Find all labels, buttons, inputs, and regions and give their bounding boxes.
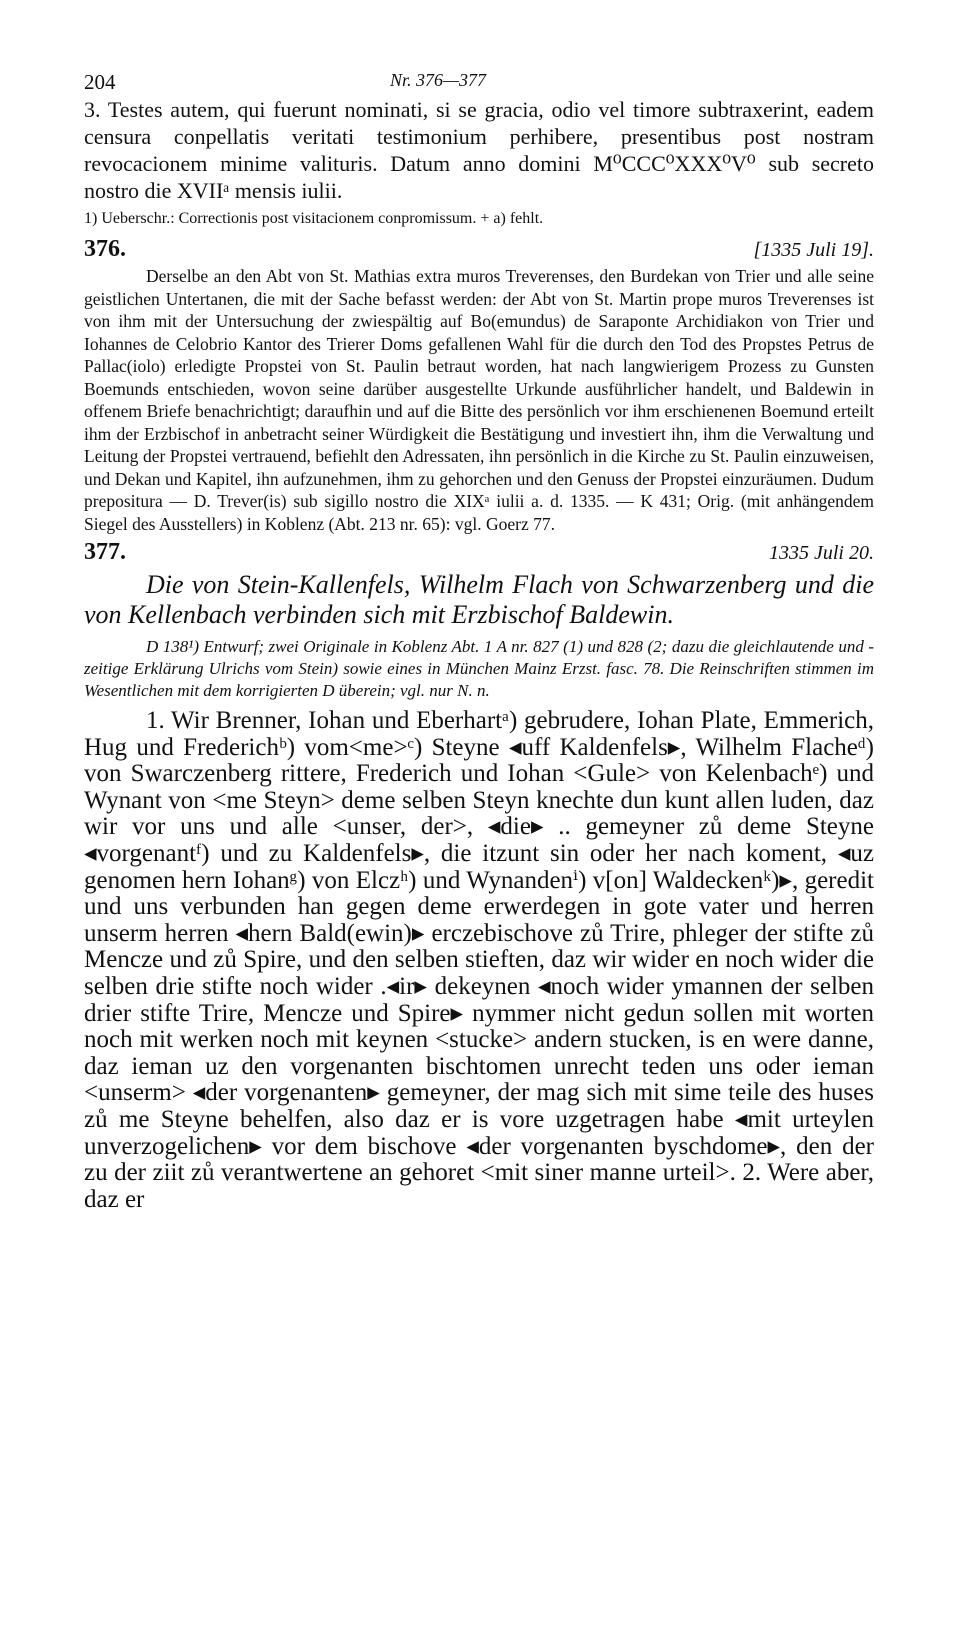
page-number: 204 [84,70,116,94]
paragraph-3: 3. Testes autem, qui fuerunt nominati, si se gracia, odio vel timore subtraxerint, eadem censura conpellatis veritati testimonium perhibere, presentibus post nostram revocacionem minime valituris. Datum anno domini M⁰CCC⁰XXX⁰V⁰ sub secreto nostro die XVIIᵃ mensis iulii. [84,97,874,203]
page [84,62,874,1213]
doc-377-number: 377. [84,539,126,565]
footnote-375: 1) Ueberschr.: Correctionis post visitacionem conpromissum. + a) fehlt. [84,210,544,227]
doc-377-heading [84,539,874,566]
doc-376-heading [84,236,874,263]
doc-376-number: 376. [84,236,126,262]
doc-377-body: 1. Wir Brenner, Iohan und Eberhartᵃ) gebrudere, Iohan Plate, Emmerich, Hug und Frederichᵇ) vom<me>ᶜ) Steyne ◂uff Kaldenfels▸, Wilhelm Flacheᵈ) von Swarczenberg rittere, Frederich und Iohan <Gule> von Kelenbachᵉ) und Wynant von <me Steyn> deme selben Steyn knechte dun kunt allen luden, daz wir vor uns und alle <unser, der>, ◂die▸ .. gemeyner zů deme Steyne ◂vorgenantᶠ) und zu Kaldenfels▸, die itzunt sin oder her nach koment, ◂uz genomen hern Iohanᵍ) von Elczʰ) und Wynandenⁱ) v[on] Waldeckenᵏ)▸, geredit und uns verbunden han gegen deme erwerdegen in gote vater und herren unserm herren ◂hern Bald(ewin)▸ erczebischove zů Trire, phleger der stifte zů Mencze und zů Spire, und den selben stieften, daz wir wider en noch wider die selben drie stifte noch wider .◂ir▸ dekeynen ◂noch wider ymannen der selben drier stifte Trire, Mencze und Spire▸ nymmer nicht gedun sollen mit worten noch mit werken noch mit keynen <stucke> andern stucken, is en were danne, daz ieman uz den vorgenanten bischtomen unrecht teden uns oder ieman <unserm> ◂der vorgenanten▸ gemeyner, der mag sich mit sime teile des huses zů me Steyne behelfen, also daz er is vore uzgetragen habe ◂mit urteylen unverzogelichen▸ vor dem bischove ◂der vorgenanten byschdome▸, den der zu der ziit zů verantwertene an gehoret <mit siner manne urteil>. 2. Were aber, daz er [84,707,874,1213]
doc-376-regest: Derselbe an den Abt von St. Mathias extra muros Treverenses, den Burdekan von Trier und alle seine geistlichen Untertanen, die mit der Sache befasst werden: der Abt von St. Martin prope muros Treverenses ist von ihm mit der Untersuchung der zwiespältig auf Bo(emundus) de Saraponte Archidiakon von Trier und Iohannes de Celobrio Kantor des Trierer Doms gefallenen Wahl für die durch den Tod des Propstes Petrus de Pallac(iolo) erledigte Propstei von St. Paulin betraut worden, hat nach langwierigem Prozess zu Gunsten Boemunds entschieden, wovon seine darüber ausgestellte Urkunde ausführlicher handelt, und Baldewin in offenem Briefe benachrichtigt; daraufhin und auf die Bitte des persönlich vor ihm erschienenen Boemund erteilt ihm der Erzbischof in anbetracht seiner Würdigkeit die Bestätigung und investiert ihn, ihm die Verwaltung und Leitung der Propstei vertrauend, befiehlt den Adressaten, ihn persönlich in die Kirche zu St. Paulin einzuweisen, und Dekan und Kapitel, ihn aufzunehmen, ihm zu gehorchen und den Genuss der Propstei einzuräumen. Dudum prepositura — D. Trever(is) sub sigillo nostro die XIXᵃ iulii a. d. 1335. — K 431; Orig. (mit anhängendem Siegel des Ausstellers) in Koblenz (Abt. 213 nr. 65): vgl. Goerz 77. [84,266,874,534]
doc-377-source: D 138¹) Entwurf; zwei Originale in Koblenz Abt. 1 A nr. 827 (1) und 828 (2; dazu die gleichlautende und -zeitige Erklärung Ulrichs vom Stein) sowie eines in München Mainz Erzst. fasc. 78. Die Reinschriften stimmen im Wesentlichen mit dem korrigierten D überein; vgl. nur N. n. [84,637,874,700]
running-header [84,62,874,96]
doc-377-title: Die von Stein-Kallenfels, Wilhelm Flach von Schwarzenberg und die von Kellenbach verbinden sich mit Erzbischof Baldewin. [84,570,874,629]
document-range: Nr. 376—377 [390,70,487,90]
doc-376-date: [1335 Juli 19]. [753,239,874,261]
doc-377-date: 1335 Juli 20. [769,542,874,564]
